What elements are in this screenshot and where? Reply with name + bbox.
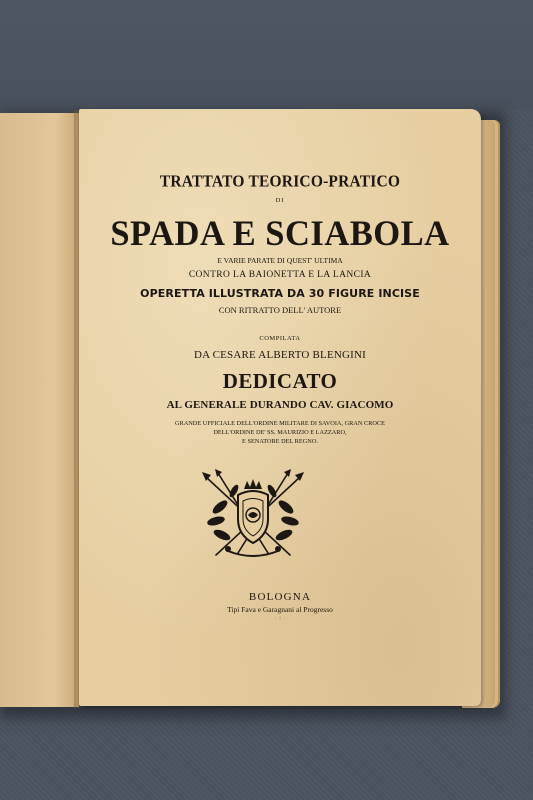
dedication-heading: DEDICATO — [222, 369, 338, 393]
header-connector: DI — [275, 197, 285, 204]
dedicatee-titles-3: E SENATORE DEL REGNO. — [242, 438, 318, 445]
header-title: TRATTATO TEORICO-PRATICO — [159, 172, 401, 191]
dedicatee-titles-2: DELL'ORDINE DE' SS. MAURIZIO E LAZZARO, — [213, 429, 347, 436]
subtitle-line-4: CON RITRATTO DELL' AUTORE — [218, 305, 342, 315]
imprint-printer: Tipi Fava e Garagnani al Progresso — [227, 605, 333, 614]
subtitle-line-2: CONTRO LA BAIONETTA E LA LANCIA — [188, 270, 372, 280]
compiled-label: COMPILATA — [259, 335, 301, 342]
main-title: SPADA E SCIABOLA — [110, 213, 450, 253]
heraldic-trophy-emblem-icon — [198, 469, 308, 561]
title-page — [79, 109, 481, 706]
backdrop — [0, 0, 533, 110]
subtitle-line-3: OPERETTA ILLUSTRATA DA 30 FIGURE INCISE — [140, 287, 420, 300]
page-mark: - 1 - — [275, 616, 285, 622]
dedicatee-line: AL GENERALE DURANDO CAV. GIACOMO — [166, 399, 394, 411]
imprint-city: BOLOGNA — [248, 591, 312, 603]
subtitle-line-1: E VARIE PARATE DI QUEST' ULTIMA — [217, 256, 343, 265]
author-line: DA CESARE ALBERTO BLENGINI — [193, 349, 367, 361]
bleed-through-ghost — [10, 328, 65, 352]
left-page — [0, 113, 79, 707]
dedicatee-titles-1: GRANDE UFFICIALE DELL'ORDINE MILITARE DI SAVOIA, GRAN CROCE — [174, 420, 386, 427]
